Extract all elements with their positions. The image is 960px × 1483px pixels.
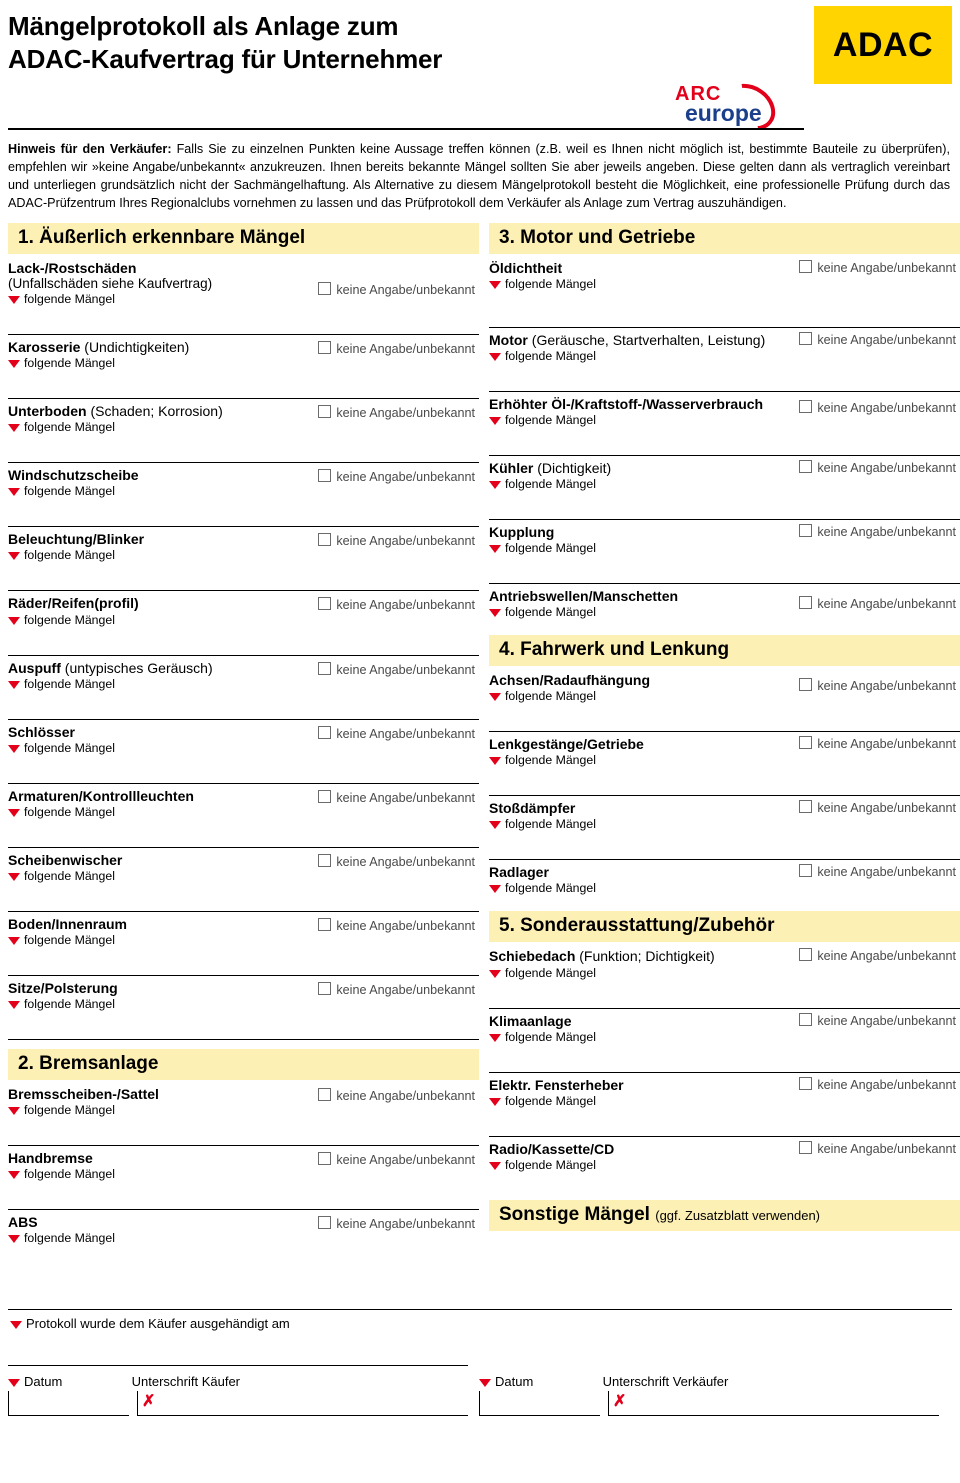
buyer-signature-lines	[8, 1391, 479, 1416]
checkbox-icon[interactable]	[799, 460, 812, 473]
item-writing-space[interactable]	[489, 982, 960, 1008]
item-label: Karosserie (Undichtigkeiten)	[8, 339, 190, 356]
item-label: Kupplung	[489, 523, 555, 540]
form-item-handbremse[interactable]	[8, 1146, 479, 1210]
item-label: Boden/Innenraum	[8, 915, 128, 932]
item-maengel-label: folgende Mängel	[489, 881, 960, 895]
form-item-auspuff[interactable]	[8, 656, 479, 720]
buyer-date-field[interactable]	[8, 1391, 129, 1416]
item-label: Unterboden (Schaden; Korrosion)	[8, 403, 223, 420]
item-label: Windschutzscheibe	[8, 467, 139, 484]
item-label: Kühler (Dichtigkeit)	[489, 459, 612, 476]
item-writing-space[interactable]	[8, 885, 479, 911]
left-column	[8, 223, 479, 1299]
item-no-info[interactable]: keine Angabe/unbekannt	[799, 400, 956, 415]
item-maengel-label: folgende Mängel	[489, 413, 960, 427]
section-heading-4: 4. Fahrwerk und Lenkung	[489, 635, 960, 666]
item-no-info[interactable]: keine Angabe/unbekannt	[318, 1152, 475, 1167]
checkbox-icon[interactable]	[318, 1216, 331, 1229]
item-maengel-label: folgende Mängel	[8, 356, 479, 370]
signature-x-mark: ✗	[613, 1392, 627, 1410]
item-sublabel: (Unfallschäden siehe Kaufvertrag)	[8, 275, 213, 291]
form-item-armaturen-kontrollleuchten[interactable]	[8, 784, 479, 848]
item-writing-space[interactable]	[8, 757, 479, 783]
item-no-info[interactable]: keine Angabe/unbekannt	[799, 596, 956, 611]
checkbox-icon[interactable]	[318, 1152, 331, 1165]
item-maengel-label: folgende Mängel	[8, 677, 479, 691]
triangle-icon	[489, 821, 501, 829]
checkbox-icon[interactable]	[799, 1141, 812, 1154]
item-writing-space[interactable]	[8, 1119, 479, 1145]
section-heading-6	[489, 1200, 960, 1231]
triangle-icon	[8, 617, 20, 625]
triangle-icon	[8, 1001, 20, 1009]
item-no-info[interactable]: keine Angabe/unbekannt	[318, 533, 475, 548]
buyer-signature-label: Unterschrift Käufer	[131, 1373, 240, 1389]
item-no-info[interactable]: keine Angabe/unbekannt	[318, 597, 475, 612]
triangle-icon	[489, 1098, 501, 1106]
page-title-line2: ADAC-Kaufvertrag für Unternehmer	[8, 43, 443, 74]
item-label: ABS	[8, 1214, 38, 1231]
item-writing-space[interactable]	[489, 1237, 960, 1299]
page-title-line1: Mängelprotokoll als Anlage zum	[8, 11, 399, 41]
form-item-antriebswellen-manschetten[interactable]	[489, 584, 960, 635]
checkbox-icon[interactable]	[318, 533, 331, 546]
triangle-icon	[489, 757, 501, 765]
item-label: Beleuchtung/Blinker	[8, 531, 145, 548]
triangle-icon	[8, 681, 20, 689]
item-sublabel: (Funktion; Dichtigkeit)	[579, 948, 715, 965]
triangle-icon	[489, 353, 501, 361]
item-label: Sitze/Polsterung	[8, 980, 118, 997]
signature-x-mark: ✗	[142, 1392, 156, 1410]
document-header	[8, 6, 952, 132]
form-item-kuehler[interactable]	[489, 456, 960, 520]
form-item-raeder-reifen[interactable]	[8, 591, 479, 655]
item-no-info[interactable]: keine Angabe/unbekannt	[318, 405, 475, 420]
triangle-icon	[8, 360, 20, 368]
item-label: Auspuff (untypisches Geräusch)	[8, 659, 213, 676]
item-writing-space[interactable]	[8, 821, 479, 847]
item-label: Scheibenwischer	[8, 851, 123, 868]
item-maengel-label: folgende Mängel	[489, 605, 960, 619]
item-maengel-label: folgende Mängel	[8, 1103, 479, 1117]
checkbox-icon[interactable]	[799, 1013, 812, 1026]
item-no-info[interactable]: keine Angabe/unbekannt	[318, 662, 475, 677]
item-writing-space[interactable]	[8, 949, 479, 975]
form-item-lack-rostschaeden[interactable]	[8, 256, 479, 336]
item-no-info[interactable]: keine Angabe/unbekannt	[799, 800, 956, 815]
triangle-icon	[8, 552, 20, 560]
item-no-info[interactable]: keine Angabe/unbekannt	[799, 1013, 956, 1028]
form-item-abs[interactable]	[8, 1210, 479, 1261]
item-no-info[interactable]: keine Angabe/unbekannt	[799, 1077, 956, 1092]
checkbox-icon[interactable]	[799, 1077, 812, 1090]
checkbox-icon[interactable]	[318, 405, 331, 418]
signature-block-buyer	[8, 1374, 479, 1416]
item-label: Elektr. Fensterheber	[489, 1076, 624, 1093]
triangle-icon	[8, 1171, 20, 1179]
triangle-icon	[479, 1379, 491, 1387]
form-item-beleuchtung-blinker[interactable]	[8, 527, 479, 591]
item-writing-space[interactable]	[489, 1046, 960, 1072]
form-item-boden-innenraum[interactable]	[8, 912, 479, 976]
item-no-info[interactable]: keine Angabe/unbekannt	[318, 282, 475, 297]
seller-date-label: Datum	[479, 1374, 599, 1389]
item-writing-space[interactable]	[489, 897, 960, 911]
seller-notice	[8, 141, 952, 213]
signature-block-seller	[479, 1374, 950, 1416]
item-label: Schiebedach (Funktion; Dichtigkeit)	[489, 948, 715, 965]
handover-label: Protokoll wurde dem Käufer ausgehändigt am	[26, 1315, 290, 1331]
item-writing-space[interactable]	[8, 308, 479, 334]
item-label: Radlager	[489, 864, 549, 881]
item-maengel-label: folgende Mängel	[8, 1231, 479, 1245]
form-item-klimaanlage[interactable]	[489, 1009, 960, 1073]
signature-row	[8, 1374, 952, 1416]
item-no-info[interactable]: keine Angabe/unbekannt	[799, 736, 956, 751]
buyer-labels	[8, 1374, 479, 1389]
adac-logo: ADAC	[814, 6, 952, 84]
form-item-scheibenwischer[interactable]	[8, 848, 479, 912]
item-maengel-label: folgende Mängel	[489, 1158, 960, 1172]
item-writing-space[interactable]	[8, 693, 479, 719]
arc-europe-logo	[667, 84, 807, 128]
section-heading-6-text: Sonstige Mängel	[499, 1203, 650, 1225]
checkbox-icon[interactable]	[318, 854, 331, 867]
item-label: Lenkgestänge/Getriebe	[489, 736, 644, 753]
form-item-unterboden[interactable]	[8, 399, 479, 463]
checkbox-icon[interactable]	[318, 597, 331, 610]
triangle-icon	[489, 545, 501, 553]
form-item-sitze-polsterung[interactable]	[8, 976, 479, 1040]
item-no-info[interactable]: keine Angabe/unbekannt	[799, 460, 956, 475]
item-writing-space[interactable]	[489, 705, 960, 731]
section-heading-1: 1. Äußerlich erkennbare Mängel	[8, 223, 479, 254]
item-no-info[interactable]: keine Angabe/unbekannt	[799, 260, 956, 275]
triangle-icon	[8, 873, 20, 881]
checkbox-icon[interactable]	[318, 982, 331, 995]
item-label: Schlösser	[8, 723, 75, 740]
right-column	[489, 223, 960, 1299]
seller-date-field[interactable]	[479, 1391, 600, 1416]
item-maengel-label: folgende Mängel	[489, 1094, 960, 1108]
item-no-info[interactable]: keine Angabe/unbekannt	[799, 524, 956, 539]
checkbox-icon[interactable]	[799, 678, 812, 691]
item-maengel-label: folgende Mängel	[8, 420, 479, 434]
form-item-sonstige-maengel[interactable]	[489, 1233, 960, 1299]
triangle-icon	[489, 885, 501, 893]
arc-logo-bottom: europe	[685, 100, 762, 126]
triangle-icon	[489, 417, 501, 425]
item-writing-space[interactable]	[8, 436, 479, 462]
buyer-date-label: Datum	[8, 1374, 128, 1389]
checkbox-icon[interactable]	[799, 260, 812, 273]
triangle-icon	[489, 1162, 501, 1170]
seller-notice-lead: Hinweis für den Verkäufer:	[8, 142, 172, 156]
triangle-icon	[489, 693, 501, 701]
form-item-schiebedach[interactable]	[489, 944, 960, 1008]
form-item-lenkgestaenge-getriebe[interactable]	[489, 732, 960, 796]
section-heading-2: 2. Bremsanlage	[8, 1049, 479, 1080]
seller-signature-label: Unterschrift Verkäufer	[602, 1373, 729, 1389]
item-sublabel: (Dichtigkeit)	[537, 459, 612, 476]
item-writing-space[interactable]	[489, 833, 960, 859]
item-no-info[interactable]: keine Angabe/unbekannt	[318, 469, 475, 484]
item-no-info[interactable]: keine Angabe/unbekannt	[318, 726, 475, 741]
triangle-icon	[8, 809, 20, 817]
section-heading-6-sub: (ggf. Zusatzblatt verwenden)	[655, 1207, 820, 1223]
item-writing-space[interactable]	[489, 493, 960, 519]
seller-signature-field[interactable]	[608, 1391, 939, 1416]
item-no-info[interactable]: keine Angabe/unbekannt	[799, 678, 956, 693]
item-maengel-label: folgende Mängel	[8, 292, 479, 306]
item-maengel-label: folgende Mängel	[8, 741, 479, 755]
item-writing-space[interactable]	[8, 1013, 479, 1039]
checkbox-icon[interactable]	[799, 400, 812, 413]
item-no-info[interactable]: keine Angabe/unbekannt	[318, 1216, 475, 1231]
item-maengel-label: folgende Mängel	[8, 613, 479, 627]
checkbox-icon[interactable]	[799, 596, 812, 609]
item-writing-space[interactable]	[8, 1183, 479, 1209]
item-no-info[interactable]: keine Angabe/unbekannt	[318, 341, 475, 356]
form-item-schloesser[interactable]	[8, 720, 479, 784]
item-maengel-label: folgende Mängel	[489, 966, 960, 980]
triangle-icon	[489, 481, 501, 489]
triangle-icon	[489, 281, 501, 289]
item-no-info[interactable]: keine Angabe/unbekannt	[318, 918, 475, 933]
seller-labels	[479, 1374, 950, 1389]
item-writing-space[interactable]	[489, 429, 960, 455]
handover-row	[8, 1316, 952, 1331]
item-label: Öldichtheit	[489, 259, 563, 276]
item-writing-space[interactable]	[489, 1174, 960, 1200]
item-label: Klimaanlage	[489, 1012, 572, 1029]
item-maengel-label: folgende Mängel	[489, 817, 960, 831]
triangle-icon	[10, 1321, 22, 1329]
form-item-achsen-radaufhaengung[interactable]	[489, 668, 960, 732]
triangle-icon	[489, 1034, 501, 1042]
item-maengel-label: folgende Mängel	[8, 933, 479, 947]
item-writing-space[interactable]	[8, 564, 479, 590]
item-label: Motor (Geräusche, Startverhalten, Leistung)	[489, 331, 766, 348]
item-label: Lack-/Rostschäden	[8, 259, 137, 276]
form-item-windschutzscheibe[interactable]	[8, 463, 479, 527]
checkbox-icon[interactable]	[318, 1088, 331, 1101]
item-label: Antriebswellen/Manschetten	[489, 587, 679, 604]
item-maengel-label: folgende Mängel	[489, 349, 960, 363]
checkbox-icon[interactable]	[318, 918, 331, 931]
item-maengel-label: folgende Mängel	[8, 869, 479, 883]
item-sublabel: (Schaden; Korrosion)	[90, 403, 223, 420]
item-writing-space[interactable]	[8, 629, 479, 655]
triangle-icon	[8, 1379, 20, 1387]
header-divider	[8, 128, 804, 130]
form-item-stossdaempfer[interactable]	[489, 796, 960, 860]
item-sublabel: (untypisches Geräusch)	[64, 659, 213, 676]
buyer-signature-field[interactable]	[137, 1391, 468, 1416]
spacer	[8, 1040, 479, 1049]
item-no-info[interactable]: keine Angabe/unbekannt	[318, 790, 475, 805]
seller-signature-lines	[479, 1391, 950, 1416]
triangle-icon	[8, 937, 20, 945]
checkbox-icon[interactable]	[318, 341, 331, 354]
arc-logo-top: ARC	[675, 83, 722, 105]
form-item-radlager[interactable]	[489, 860, 960, 911]
triangle-icon	[489, 970, 501, 978]
checkbox-icon[interactable]	[799, 524, 812, 537]
checkbox-icon[interactable]	[318, 662, 331, 675]
item-label: Handbremse	[8, 1150, 93, 1167]
handover-date-field[interactable]	[8, 1333, 468, 1366]
checkbox-icon[interactable]	[799, 736, 812, 749]
item-writing-space[interactable]	[489, 1110, 960, 1136]
form-item-karosserie[interactable]	[8, 335, 479, 399]
triangle-icon	[8, 1235, 20, 1243]
item-label: Achsen/Radaufhängung	[489, 672, 651, 689]
item-no-info[interactable]: keine Angabe/unbekannt	[318, 982, 475, 997]
item-label: Stoßdämpfer	[489, 800, 576, 817]
triangle-icon	[8, 488, 20, 496]
triangle-icon	[8, 1107, 20, 1115]
item-maengel-label: folgende Mängel	[8, 484, 479, 498]
item-sublabel: (Undichtigkeiten)	[84, 339, 190, 356]
item-maengel-label: folgende Mängel	[489, 753, 960, 767]
item-sublabel: (Geräusche, Startverhalten, Leistung)	[531, 331, 766, 348]
section-heading-5: 5. Sonderausstattung/Zubehör	[489, 911, 960, 942]
checkbox-icon[interactable]	[799, 800, 812, 813]
checkbox-icon[interactable]	[318, 282, 331, 295]
item-writing-space[interactable]	[8, 500, 479, 526]
checkbox-icon[interactable]	[799, 948, 812, 961]
item-maengel-label: folgende Mängel	[8, 548, 479, 562]
checkbox-icon[interactable]	[318, 790, 331, 803]
triangle-icon	[8, 296, 20, 304]
form-item-motor[interactable]	[489, 328, 960, 392]
item-maengel-label: folgende Mängel	[489, 277, 960, 291]
item-no-info[interactable]: keine Angabe/unbekannt	[799, 948, 956, 963]
triangle-icon	[8, 745, 20, 753]
item-maengel-label: folgende Mängel	[489, 541, 960, 555]
section-heading-3: 3. Motor und Getriebe	[489, 223, 960, 254]
form-item-bremsscheiben-sattel[interactable]	[8, 1082, 479, 1146]
checkbox-icon[interactable]	[799, 864, 812, 877]
form-item-oeldichtheit[interactable]	[489, 256, 960, 328]
item-maengel-label: folgende Mängel	[489, 477, 960, 491]
item-writing-space[interactable]	[8, 1247, 479, 1261]
item-maengel-label: folgende Mängel	[8, 1167, 479, 1181]
checkbox-icon[interactable]	[318, 726, 331, 739]
form-columns	[8, 223, 956, 1299]
item-label: Räder/Reifen(profil)	[8, 595, 139, 612]
page-title	[8, 6, 708, 75]
item-no-info[interactable]: keine Angabe/unbekannt	[799, 1141, 956, 1156]
item-maengel-label: folgende Mängel	[489, 689, 960, 703]
document-footer	[8, 1309, 952, 1416]
item-maengel-label: folgende Mängel	[489, 1030, 960, 1044]
item-writing-space[interactable]	[8, 372, 479, 398]
item-maengel-label: folgende Mängel	[8, 805, 479, 819]
item-writing-space[interactable]	[489, 557, 960, 583]
form-item-erhoehter-verbrauch[interactable]	[489, 392, 960, 456]
item-label: Armaturen/Kontrollleuchten	[8, 787, 194, 804]
item-label: Erhöhter Öl-/Kraftstoff-/Wasserverbrauch	[489, 395, 764, 412]
item-maengel-label: folgende Mängel	[8, 997, 479, 1011]
item-no-info[interactable]: keine Angabe/unbekannt	[799, 864, 956, 879]
item-label: Bremsscheiben-/Sattel	[8, 1086, 159, 1103]
checkbox-icon[interactable]	[318, 469, 331, 482]
triangle-icon	[489, 609, 501, 617]
checkbox-icon[interactable]	[799, 332, 812, 345]
item-label: Radio/Kassette/CD	[489, 1140, 615, 1157]
form-item-elektr-fensterheber[interactable]	[489, 1073, 960, 1137]
item-writing-space[interactable]	[489, 769, 960, 795]
item-writing-space[interactable]	[489, 365, 960, 391]
triangle-icon	[8, 424, 20, 432]
item-writing-space[interactable]	[489, 293, 960, 327]
item-writing-space[interactable]	[489, 621, 960, 635]
seller-notice-text: Falls Sie zu einzelnen Punkten keine Aussage treffen können (z.B. weil es Ihnen nicht möglich ist, bestimmte Bauteile zu überprüfen), empfehlen wir »keine Angabe/unbekannt« anzukreuzen. Ihnen bereits bekannte Mängel sollten Sie aber jeweils angeben. Diese gelten dann als vertraglich vereinbart und unterliegen grundsätzlich nicht der Sachmängelhaftung. Als Alternative zu diesem Mängelprotokoll besteht die Möglichkeit, eine professionelle Prüfung durch das ADAC-Prüfzentrum Ihres Regionalclubs vornehmen zu lassen und das Prüfprotokoll dem Verkäufer als Anlage zum Vertrag auszuhändigen.	[8, 142, 950, 210]
form-item-kupplung[interactable]	[489, 520, 960, 584]
item-no-info[interactable]: keine Angabe/unbekannt	[318, 1088, 475, 1103]
item-no-info[interactable]: keine Angabe/unbekannt	[799, 332, 956, 347]
item-no-info[interactable]: keine Angabe/unbekannt	[318, 854, 475, 869]
form-item-radio-kassette-cd[interactable]	[489, 1137, 960, 1200]
